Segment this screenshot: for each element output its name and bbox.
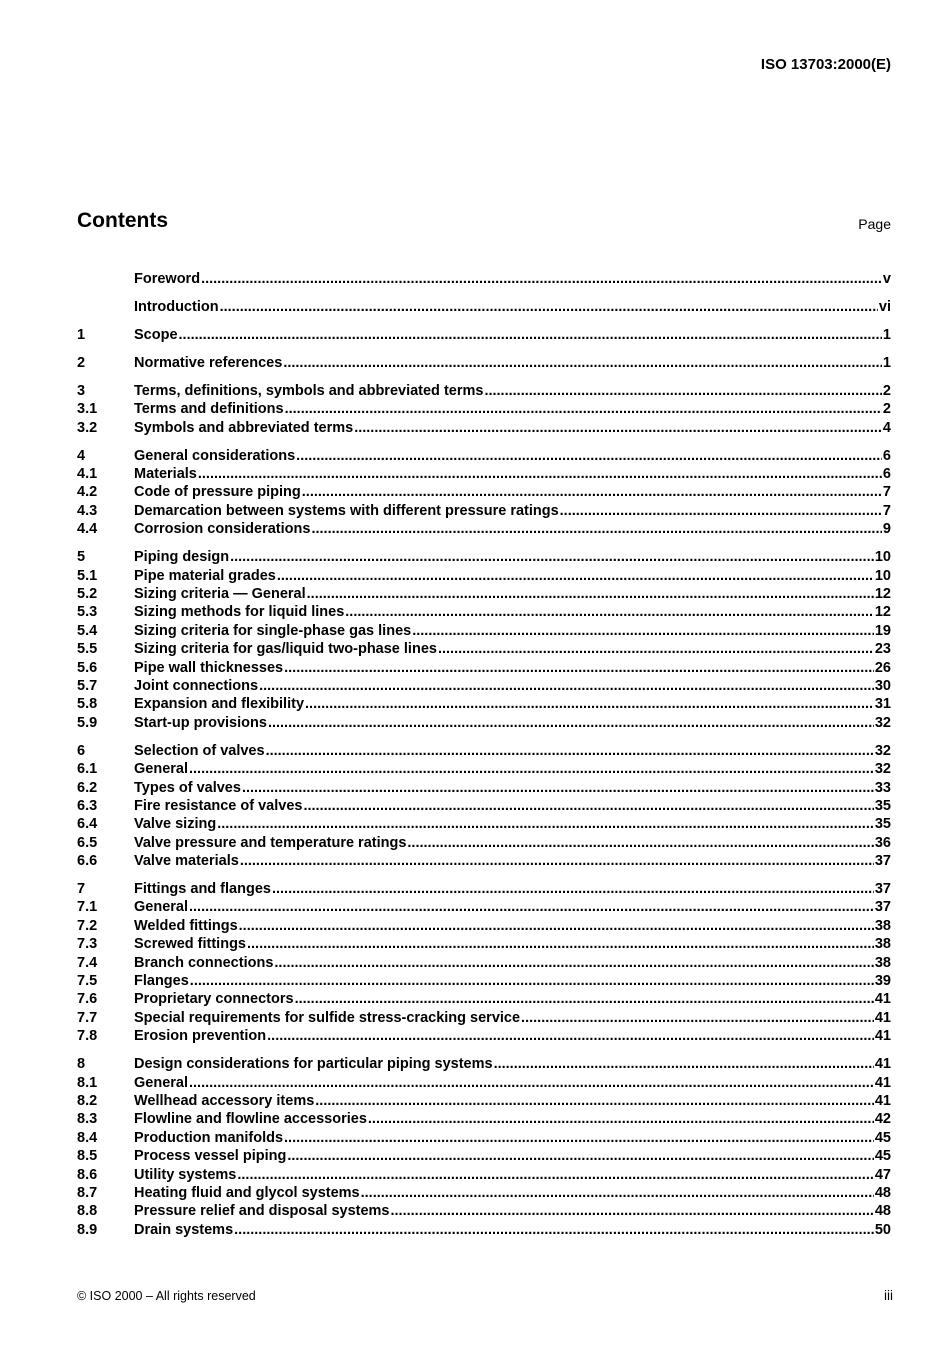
toc-entry-title[interactable]: Terms, definitions, symbols and abbreviated terms: [134, 382, 484, 399]
toc-entry-page: 37: [874, 881, 891, 898]
toc-entry[interactable]: [77, 898, 891, 916]
dot-leader: [412, 622, 874, 640]
toc-entry-title[interactable]: Sizing criteria for single-phase gas lines: [134, 622, 412, 639]
toc-entry-title[interactable]: General considerations: [134, 447, 296, 464]
toc-entry-number: 7: [77, 881, 86, 898]
table-of-contents: [77, 270, 891, 1249]
toc-entry-page: 1: [882, 326, 891, 343]
toc-entry-number: 4.4: [77, 521, 98, 538]
toc-entry-page: 45: [874, 1129, 891, 1146]
toc-entry[interactable]: [77, 622, 891, 640]
toc-entry[interactable]: [77, 972, 891, 990]
toc-entry-title[interactable]: Start-up provisions: [134, 714, 267, 731]
dot-leader: [438, 640, 874, 658]
toc-group: [77, 298, 891, 316]
toc-entry-page: 31: [874, 696, 891, 713]
toc-group: [77, 880, 891, 1046]
dot-leader: [189, 760, 874, 778]
toc-entry-number: 7.2: [77, 917, 98, 934]
dot-leader: [407, 834, 873, 852]
toc-group: [77, 354, 891, 372]
toc-entry-title[interactable]: Selection of valves: [134, 742, 265, 759]
toc-entry-number: 7.3: [77, 936, 98, 953]
toc-entry-page: 33: [874, 779, 891, 796]
toc-entry-title[interactable]: Utility systems: [134, 1166, 237, 1183]
toc-entry-title[interactable]: Types of valves: [134, 779, 241, 796]
toc-group: [77, 447, 891, 539]
toc-entry-title[interactable]: Fire resistance of valves: [134, 797, 303, 814]
dot-leader: [217, 815, 874, 833]
toc-entry-page: 35: [874, 797, 891, 814]
toc-entry-number: 8.5: [77, 1148, 98, 1165]
dot-leader: [361, 1184, 874, 1202]
toc-entry-page: 7: [882, 502, 891, 519]
toc-entry-page: 39: [874, 973, 891, 990]
dot-leader: [274, 954, 873, 972]
toc-entry[interactable]: [77, 954, 891, 972]
toc-entry-page: 36: [874, 834, 891, 851]
toc-entry-page: 7: [882, 484, 891, 501]
toc-entry-title[interactable]: Valve sizing: [134, 816, 217, 833]
toc-entry-number: 2: [77, 354, 86, 371]
toc-entry-number: 1: [77, 326, 86, 343]
toc-entry[interactable]: [77, 483, 891, 501]
toc-group: [77, 1055, 891, 1239]
toc-group: [77, 326, 891, 344]
dot-leader: [354, 419, 882, 437]
toc-entry[interactable]: [77, 880, 891, 898]
toc-entry-page: 2: [882, 401, 891, 418]
toc-entry[interactable]: [77, 298, 891, 316]
toc-entry-title[interactable]: Foreword: [134, 271, 201, 287]
toc-entry[interactable]: [77, 640, 891, 658]
toc-entry-title[interactable]: Corrosion considerations: [134, 521, 311, 538]
toc-entry-number: 3: [77, 382, 86, 399]
dot-leader: [287, 1147, 874, 1165]
dot-leader: [521, 1009, 874, 1027]
toc-entry-page: 47: [874, 1166, 891, 1183]
dot-leader: [494, 1055, 874, 1073]
toc-entry-title[interactable]: Heating fluid and glycol systems: [134, 1184, 360, 1201]
toc-entry[interactable]: [77, 935, 891, 953]
toc-entry-page: 6: [882, 466, 891, 483]
dot-leader: [391, 1202, 874, 1220]
dot-leader: [242, 779, 874, 797]
toc-entry-number: 8: [77, 1056, 86, 1073]
dot-leader: [295, 990, 874, 1008]
toc-entry[interactable]: [77, 1027, 891, 1045]
toc-entry-number: 5.5: [77, 641, 98, 658]
toc-entry-title[interactable]: Scope: [134, 326, 178, 343]
dot-leader: [484, 382, 881, 400]
toc-entry-number: 8.6: [77, 1166, 98, 1183]
dot-leader: [268, 714, 874, 732]
toc-entry[interactable]: [77, 1221, 891, 1239]
toc-entry-number: 6.2: [77, 779, 98, 796]
toc-entry-page: 4: [882, 419, 891, 436]
dot-leader: [368, 1110, 874, 1128]
dot-leader: [284, 1129, 874, 1147]
toc-entry-title[interactable]: Piping design: [134, 549, 230, 566]
toc-entry[interactable]: [77, 1055, 891, 1073]
toc-entry-title[interactable]: Flanges: [134, 973, 189, 990]
toc-entry[interactable]: [77, 520, 891, 538]
toc-entry-page: 50: [874, 1221, 891, 1238]
toc-entry-title[interactable]: Proprietary connectors: [134, 991, 294, 1008]
toc-entry-number: 8.9: [77, 1221, 98, 1238]
toc-entry-title[interactable]: Process vessel piping: [134, 1148, 287, 1165]
toc-entry-page: 32: [874, 742, 891, 759]
toc-entry-page: 19: [874, 622, 891, 639]
toc-entry-title[interactable]: General: [134, 1074, 188, 1091]
toc-entry-number: 8.8: [77, 1203, 98, 1220]
dot-leader: [179, 326, 882, 344]
dot-leader: [247, 935, 874, 953]
toc-entry-page: 10: [874, 567, 891, 584]
toc-entry-number: 4: [77, 447, 86, 464]
toc-entry-title[interactable]: Demarcation between systems with different pressure ratings: [134, 502, 559, 519]
toc-entry-title[interactable]: Branch connections: [134, 954, 274, 971]
dot-leader: [190, 972, 874, 990]
toc-entry-page: 41: [874, 1092, 891, 1109]
toc-entry[interactable]: [77, 400, 891, 418]
toc-entry-number: 5.7: [77, 677, 98, 694]
toc-entry-page: 23: [874, 641, 891, 658]
toc-entry[interactable]: [77, 815, 891, 833]
toc-entry[interactable]: [77, 1184, 891, 1202]
toc-entry-number: 6: [77, 742, 86, 759]
toc-entry-title[interactable]: Sizing methods for liquid lines: [134, 604, 345, 621]
toc-entry[interactable]: [77, 1129, 891, 1147]
toc-entry-number: 8.2: [77, 1092, 98, 1109]
toc-entry-title[interactable]: Welded fittings: [134, 917, 238, 934]
toc-entry[interactable]: [77, 990, 891, 1008]
toc-entry-title[interactable]: Erosion prevention: [134, 1028, 267, 1045]
toc-entry-number: 5.2: [77, 586, 98, 603]
toc-entry-number: 5.9: [77, 714, 98, 731]
toc-entry[interactable]: [77, 714, 891, 732]
dot-leader: [230, 548, 874, 566]
toc-entry[interactable]: [77, 382, 891, 400]
toc-entry[interactable]: [77, 1147, 891, 1165]
toc-entry-number: 7.4: [77, 954, 98, 971]
toc-entry[interactable]: [77, 1074, 891, 1092]
toc-entry-number: 5.4: [77, 622, 98, 639]
toc-entry-page: 41: [874, 991, 891, 1008]
toc-entry-number: 8.3: [77, 1111, 98, 1128]
toc-entry[interactable]: [77, 852, 891, 870]
toc-entry-title[interactable]: Expansion and flexibility: [134, 696, 305, 713]
toc-entry[interactable]: [77, 779, 891, 797]
toc-entry-page: 9: [882, 521, 891, 538]
toc-entry-page: 2: [882, 382, 891, 399]
page-number: iii: [884, 1288, 893, 1303]
toc-entry-page: 10: [874, 549, 891, 566]
toc-entry-page: 41: [874, 1028, 891, 1045]
toc-entry[interactable]: [77, 465, 891, 483]
toc-entry-number: 7.8: [77, 1028, 98, 1045]
toc-entry-page: 37: [874, 899, 891, 916]
toc-entry[interactable]: [77, 1009, 891, 1027]
toc-entry[interactable]: [77, 1166, 891, 1184]
toc-entry[interactable]: [77, 1110, 891, 1128]
toc-entry-title[interactable]: Design considerations for particular piping systems: [134, 1056, 493, 1073]
toc-entry-page: 1: [882, 354, 891, 371]
dot-leader: [560, 502, 882, 520]
toc-entry-title[interactable]: Symbols and abbreviated terms: [134, 419, 354, 436]
toc-entry-page: 6: [882, 447, 891, 464]
toc-entry-title[interactable]: Special requirements for sulfide stress-cracking service: [134, 1009, 521, 1026]
dot-leader: [234, 1221, 874, 1239]
dot-leader: [303, 797, 873, 815]
toc-entry-number: 5: [77, 549, 86, 566]
toc-entry-number: 5.8: [77, 696, 98, 713]
toc-entry-title[interactable]: Pressure relief and disposal systems: [134, 1203, 390, 1220]
toc-entry-number: 5.6: [77, 659, 98, 676]
toc-entry-number: 8.4: [77, 1129, 98, 1146]
toc-entry-number: 4.1: [77, 466, 98, 483]
toc-entry[interactable]: [77, 834, 891, 852]
toc-entry-title[interactable]: Introduction: [134, 298, 219, 315]
toc-entry-title[interactable]: Terms and definitions: [134, 401, 284, 418]
dot-leader: [283, 354, 882, 372]
dot-leader: [198, 465, 882, 483]
dot-leader: [239, 917, 874, 935]
toc-entry-number: 4.3: [77, 502, 98, 519]
toc-entry-page: 12: [874, 586, 891, 603]
toc-entry-number: 8.1: [77, 1074, 98, 1091]
toc-entry-page: 48: [874, 1184, 891, 1201]
toc-entry[interactable]: [77, 797, 891, 815]
toc-entry-page: 12: [874, 604, 891, 621]
dot-leader: [277, 567, 874, 585]
dot-leader: [311, 520, 881, 538]
toc-entry[interactable]: [77, 1202, 891, 1220]
dot-leader: [240, 852, 874, 870]
toc-entry-number: 6.6: [77, 853, 98, 870]
dot-leader: [345, 603, 874, 621]
toc-entry-page: 41: [874, 1074, 891, 1091]
dot-leader: [284, 659, 874, 677]
dot-leader: [315, 1092, 874, 1110]
toc-entry-number: 5.1: [77, 567, 98, 584]
toc-entry-number: 7.6: [77, 991, 98, 1008]
toc-entry-title[interactable]: Valve materials: [134, 853, 239, 870]
toc-entry-number: 5.3: [77, 604, 98, 621]
toc-entry-page: 35: [874, 816, 891, 833]
toc-entry-title[interactable]: Sizing criteria — General: [134, 586, 306, 603]
dot-leader: [220, 298, 878, 316]
toc-group: [77, 548, 891, 732]
toc-group: [77, 382, 891, 437]
toc-entry-title[interactable]: Drain systems: [134, 1221, 234, 1238]
toc-entry-page: 32: [874, 761, 891, 778]
toc-entry[interactable]: [77, 447, 891, 465]
document-id: ISO 13703:2000(E): [760, 56, 891, 73]
toc-entry-title[interactable]: Pipe material grades: [134, 567, 276, 584]
toc-entry-page: 37: [874, 853, 891, 870]
toc-entry-title[interactable]: Normative references: [134, 354, 283, 371]
toc-entry-title[interactable]: Production manifolds: [134, 1129, 284, 1146]
toc-entry-title[interactable]: General: [134, 761, 188, 778]
toc-entry-title[interactable]: General: [134, 899, 188, 916]
dot-leader: [285, 400, 882, 418]
toc-entry-page: 41: [874, 1056, 891, 1073]
toc-entry-title[interactable]: Joint connections: [134, 677, 259, 694]
dot-leader: [259, 677, 874, 695]
toc-group: [77, 742, 891, 871]
dot-leader: [302, 483, 882, 501]
toc-entry-page: 30: [874, 677, 891, 694]
toc-group: [77, 270, 891, 288]
toc-entry-page: 48: [874, 1203, 891, 1220]
toc-entry-title[interactable]: Flowline and flowline accessories: [134, 1111, 367, 1128]
contents-title: Contents: [77, 209, 168, 232]
toc-entry-title[interactable]: Wellhead accessory items: [134, 1092, 315, 1109]
toc-entry-page: 38: [874, 954, 891, 971]
dot-leader: [267, 1027, 874, 1045]
toc-entry-number: 7.1: [77, 899, 98, 916]
toc-entry-number: 8.7: [77, 1184, 98, 1201]
toc-entry-number: 6.1: [77, 761, 98, 778]
toc-entry-page: 45: [874, 1148, 891, 1165]
toc-entry[interactable]: [77, 917, 891, 935]
toc-entry-title[interactable]: Pipe wall thicknesses: [134, 659, 284, 676]
toc-entry-title[interactable]: Valve pressure and temperature ratings: [134, 834, 407, 851]
dot-leader: [237, 1166, 874, 1184]
toc-entry[interactable]: [77, 603, 891, 621]
toc-entry[interactable]: [77, 659, 891, 677]
toc-entry-number: 3.1: [77, 401, 98, 418]
toc-entry[interactable]: [77, 742, 891, 760]
toc-entry[interactable]: [77, 502, 891, 520]
copyright-notice: © ISO 2000 – All rights reserved: [77, 1289, 256, 1303]
toc-entry-title[interactable]: Materials: [134, 466, 197, 483]
toc-entry-page: 38: [874, 917, 891, 934]
dot-leader: [305, 695, 874, 713]
toc-entry[interactable]: [77, 1092, 891, 1110]
toc-entry-number: 4.2: [77, 484, 98, 501]
toc-entry-title[interactable]: Fittings and flanges: [134, 881, 271, 898]
dot-leader: [189, 898, 874, 916]
dot-leader: [272, 880, 874, 898]
toc-entry-page: 41: [874, 1009, 891, 1026]
toc-entry-title[interactable]: Screwed fittings: [134, 936, 246, 953]
toc-entry[interactable]: [77, 270, 891, 288]
toc-entry-number: 7.7: [77, 1009, 98, 1026]
toc-entry[interactable]: [77, 760, 891, 778]
toc-entry-page: v: [882, 271, 891, 287]
toc-entry[interactable]: [77, 419, 891, 437]
toc-entry[interactable]: [77, 567, 891, 585]
dot-leader: [296, 447, 882, 465]
toc-entry[interactable]: [77, 695, 891, 713]
dot-leader: [189, 1074, 874, 1092]
toc-entry[interactable]: [77, 326, 891, 344]
toc-entry[interactable]: [77, 677, 891, 695]
toc-entry-number: 3.2: [77, 419, 98, 436]
toc-entry-number: 7.5: [77, 973, 98, 990]
toc-entry-number: 6.3: [77, 797, 98, 814]
toc-entry-page: 42: [874, 1111, 891, 1128]
toc-entry-number: 6.4: [77, 816, 98, 833]
toc-entry[interactable]: [77, 354, 891, 372]
toc-entry-page: 32: [874, 714, 891, 731]
toc-entry[interactable]: [77, 585, 891, 603]
toc-entry-title[interactable]: Code of pressure piping: [134, 484, 301, 501]
dot-leader: [201, 270, 882, 288]
toc-entry[interactable]: [77, 548, 891, 566]
toc-entry-page: 38: [874, 936, 891, 953]
toc-entry-title[interactable]: Sizing criteria for gas/liquid two-phase lines: [134, 641, 437, 658]
toc-entry-page: 26: [874, 659, 891, 676]
toc-entry-number: 6.5: [77, 834, 98, 851]
toc-entry-page: vi: [878, 298, 891, 315]
dot-leader: [266, 742, 874, 760]
dot-leader: [307, 585, 874, 603]
page-column-label: Page: [858, 216, 891, 232]
